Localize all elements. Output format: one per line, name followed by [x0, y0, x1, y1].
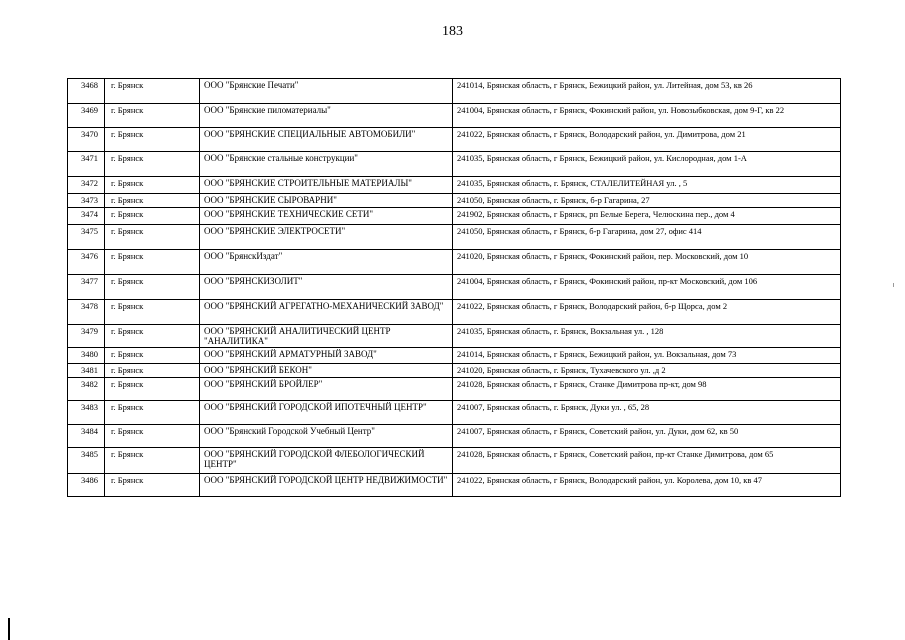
row-number: 3486	[68, 474, 105, 497]
row-number: 3474	[68, 208, 105, 225]
row-organization: ООО "БРЯНСКИЙ ГОРОДСКОЙ ФЛЕБОЛОГИЧЕСКИЙ ЦЕНТР"	[200, 448, 453, 474]
row-organization: ООО "Брянские пиломатериалы"	[200, 104, 453, 128]
row-organization: ООО "БРЯНСКИЕ ЭЛЕКТРОСЕТИ"	[200, 225, 453, 250]
row-address: 241902, Брянская область, г Брянск, рп Белые Берега, Челюскина пер., дом 4	[453, 208, 841, 225]
row-number: 3484	[68, 425, 105, 448]
row-organization: ООО "Брянские Печати"	[200, 79, 453, 104]
table-row	[68, 425, 841, 448]
row-organization: ООО "БРЯНСКИЙ БРОЙЛЕР"	[200, 378, 453, 401]
registry-table-body	[68, 79, 841, 497]
row-organization: ООО "БРЯНСКИЙ АНАЛИТИЧЕСКИЙ ЦЕНТР "АНАЛИТИКА"	[200, 325, 453, 348]
row-number: 3477	[68, 275, 105, 300]
row-city: г. Брянск	[105, 325, 200, 348]
row-city: г. Брянск	[105, 208, 200, 225]
table-row	[68, 152, 841, 177]
row-address: 241022, Брянская область, г Брянск, Володарский район, б-р Щорса, дом 2	[453, 300, 841, 325]
row-address: 241020, Брянская область, г. Брянск, Тухачевского ул. ,д 2	[453, 364, 841, 378]
scan-edge-mark	[8, 618, 10, 640]
row-number: 3473	[68, 194, 105, 208]
row-organization: ООО "БРЯНСКИЙ АРМАТУРНЫЙ ЗАВОД"	[200, 348, 453, 364]
row-city: г. Брянск	[105, 448, 200, 474]
row-city: г. Брянск	[105, 128, 200, 152]
row-number: 3479	[68, 325, 105, 348]
table-row	[68, 378, 841, 401]
row-address: 241028, Брянская область, г Брянск, Советский район, пр-кт Станке Димитрова, дом 65	[453, 448, 841, 474]
row-organization: ООО "БРЯНСКИЙ ГОРОДСКОЙ ЦЕНТР НЕДВИЖИМОСТИ"	[200, 474, 453, 497]
row-organization: ООО "БРЯНСКИЕ СЫРОВАРНИ"	[200, 194, 453, 208]
row-city: г. Брянск	[105, 104, 200, 128]
scan-artifact	[893, 283, 894, 287]
row-address: 241028, Брянская область, г Брянск, Станке Димитрова пр-кт, дом 98	[453, 378, 841, 401]
row-number: 3470	[68, 128, 105, 152]
table-row	[68, 401, 841, 425]
row-address: 241007, Брянская область, г. Брянск, Дуки ул. , 65, 28	[453, 401, 841, 425]
table-row	[68, 79, 841, 104]
row-city: г. Брянск	[105, 152, 200, 177]
row-number: 3480	[68, 348, 105, 364]
row-organization: ООО "БРЯНСКИЕ СТРОИТЕЛЬНЫЕ МАТЕРИАЛЫ"	[200, 177, 453, 194]
row-city: г. Брянск	[105, 79, 200, 104]
row-city: г. Брянск	[105, 364, 200, 378]
row-organization: ООО "БРЯНСКИЙ АГРЕГАТНО-МЕХАНИЧЕСКИЙ ЗАВОД"	[200, 300, 453, 325]
row-address: 241022, Брянская область, г Брянск, Володарский район, ул. Димитрова, дом 21	[453, 128, 841, 152]
row-organization: ООО "БРЯНСКИЙ БЕКОН"	[200, 364, 453, 378]
registry-table	[67, 78, 841, 497]
row-number: 3483	[68, 401, 105, 425]
table-row	[68, 104, 841, 128]
row-organization: ООО "Брянские стальные конструкции"	[200, 152, 453, 177]
row-address: 241035, Брянская область, г. Брянск, СТАЛЕЛИТЕЙНАЯ ул. , 5	[453, 177, 841, 194]
row-number: 3475	[68, 225, 105, 250]
table-row	[68, 225, 841, 250]
table-row	[68, 325, 841, 348]
row-number: 3469	[68, 104, 105, 128]
row-city: г. Брянск	[105, 275, 200, 300]
row-organization: ООО "Брянский Городской Учебный Центр"	[200, 425, 453, 448]
table-row	[68, 208, 841, 225]
row-city: г. Брянск	[105, 194, 200, 208]
row-number: 3478	[68, 300, 105, 325]
row-city: г. Брянск	[105, 425, 200, 448]
table-row	[68, 300, 841, 325]
row-address: 241014, Брянская область, г Брянск, Бежицкий район, ул. Вокзальная, дом 73	[453, 348, 841, 364]
row-organization: ООО "БРЯНСКИЗОЛИТ"	[200, 275, 453, 300]
row-city: г. Брянск	[105, 401, 200, 425]
row-address: 241014, Брянская область, г Брянск, Бежицкий район, ул. Литейная, дом 53, кв 26	[453, 79, 841, 104]
row-address: 241050, Брянская область, г. Брянск, б-р Гагарина, 27	[453, 194, 841, 208]
row-address: 241050, Брянская область, г Брянск, б-р Гагарина, дом 27, офис 414	[453, 225, 841, 250]
row-city: г. Брянск	[105, 177, 200, 194]
row-city: г. Брянск	[105, 300, 200, 325]
row-organization: ООО "БрянскИздат"	[200, 250, 453, 275]
table-row	[68, 448, 841, 474]
table-row	[68, 275, 841, 300]
row-number: 3476	[68, 250, 105, 275]
row-city: г. Брянск	[105, 348, 200, 364]
row-number: 3468	[68, 79, 105, 104]
row-organization: ООО "БРЯНСКИЕ СПЕЦИАЛЬНЫЕ АВТОМОБИЛИ"	[200, 128, 453, 152]
row-number: 3472	[68, 177, 105, 194]
table-row	[68, 177, 841, 194]
row-organization: ООО "БРЯНСКИЕ ТЕХНИЧЕСКИЕ СЕТИ"	[200, 208, 453, 225]
table-row	[68, 194, 841, 208]
row-city: г. Брянск	[105, 225, 200, 250]
row-city: г. Брянск	[105, 250, 200, 275]
row-city: г. Брянск	[105, 474, 200, 497]
row-number: 3482	[68, 378, 105, 401]
table-row	[68, 250, 841, 275]
row-number: 3485	[68, 448, 105, 474]
row-address: 241007, Брянская область, г Брянск, Советский район, ул. Дуки, дом 62, кв 50	[453, 425, 841, 448]
row-address: 241035, Брянская область, г Брянск, Бежицкий район, ул. Кислородная, дом 1-А	[453, 152, 841, 177]
table-row	[68, 364, 841, 378]
row-address: 241022, Брянская область, г Брянск, Володарский район, ул. Королева, дом 10, кв 47	[453, 474, 841, 497]
page-number: 183	[442, 24, 463, 39]
table-row	[68, 128, 841, 152]
row-address: 241035, Брянская область, г. Брянск, Вокзальная ул. , 128	[453, 325, 841, 348]
row-organization: ООО "БРЯНСКИЙ ГОРОДСКОЙ ИПОТЕЧНЫЙ ЦЕНТР"	[200, 401, 453, 425]
table-row	[68, 348, 841, 364]
row-city: г. Брянск	[105, 378, 200, 401]
row-number: 3471	[68, 152, 105, 177]
row-address: 241020, Брянская область, г Брянск, Фокинский район, пер. Московский, дом 10	[453, 250, 841, 275]
table-row	[68, 474, 841, 497]
row-address: 241004, Брянская область, г Брянск, Фокинский район, пр-кт Московский, дом 106	[453, 275, 841, 300]
row-address: 241004, Брянская область, г Брянск, Фокинский район, ул. Новозыбковская, дом 9-Г, кв 22	[453, 104, 841, 128]
row-number: 3481	[68, 364, 105, 378]
